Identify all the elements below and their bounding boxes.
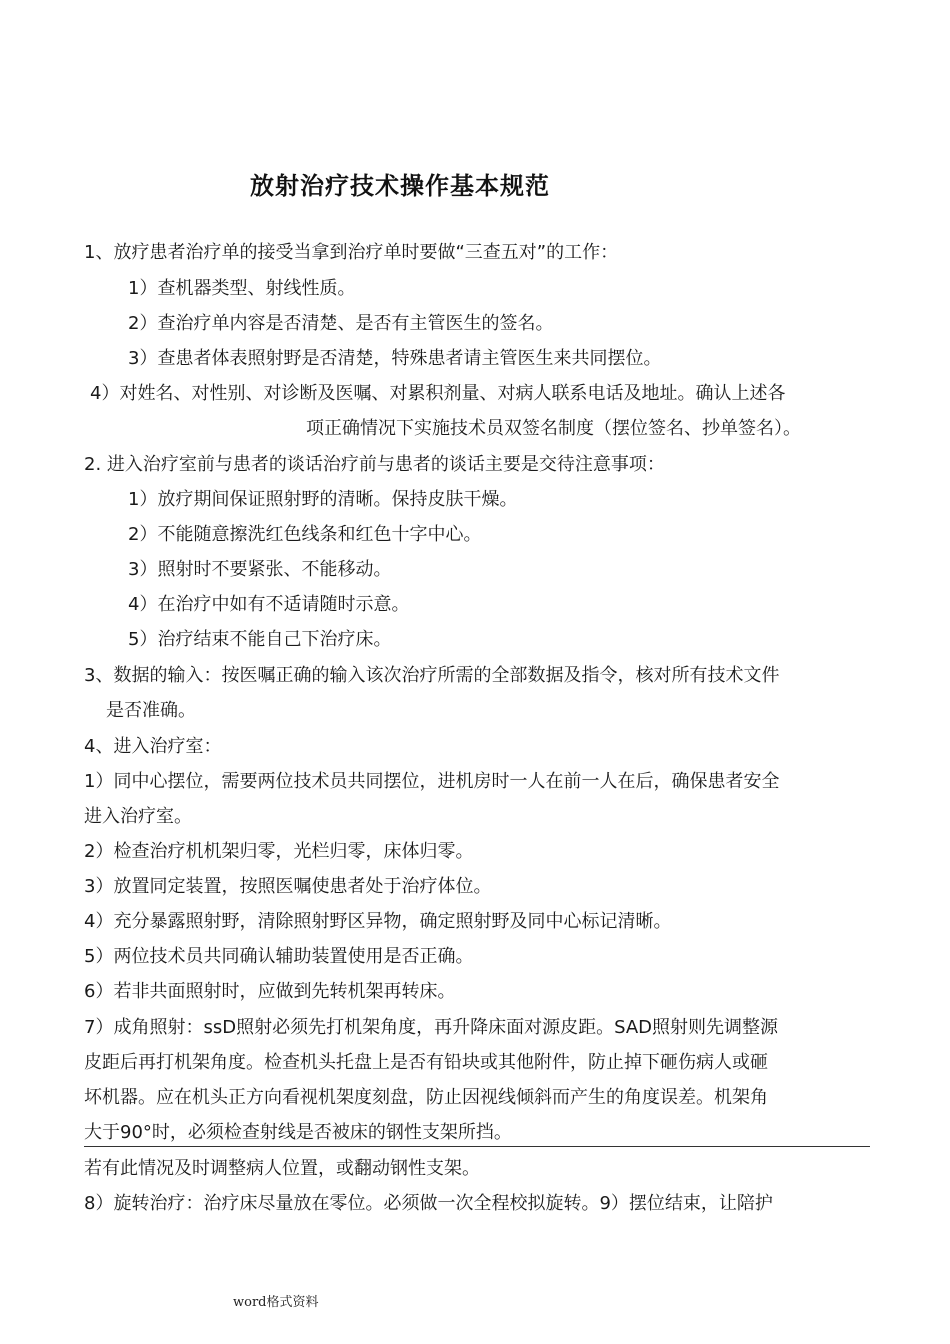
page-footer: word格式资料 [233,1295,319,1310]
list-item: 3）放置同定装置，按照医嘱使患者处于治疗体位。 [84,876,492,897]
list-item: 2）查治疗单内容是否清楚、是否有主管医生的签名。 [128,313,554,334]
list-item: 1）放疗期间保证照射野的清晰。保持皮肤干燥。 [128,489,518,510]
list-item-continuation: 项正确情况下实施技术员双签名制度（摆位签名、抄单签名）。 [306,418,801,439]
list-item: 6）若非共面照射时，应做到先转机架再转床。 [84,981,456,1002]
list-item: 7）成角照射：ssD照射必须先打机架角度，再升降床面对源皮距。SAD照射则先调整源 [84,1017,778,1038]
list-item: 5）两位技术员共同确认辅助装置使用是否正确。 [84,946,474,967]
list-item: 3）查患者体表照射野是否清楚，特殊患者请主管医生来共同摆位。 [128,348,662,369]
list-item: 5）治疗结束不能自己下治疗床。 [128,629,392,650]
list-item-continuation: 进入治疗室。 [84,806,192,827]
section-4-heading: 4、进入治疗室： [84,736,222,757]
list-item: 2）检查治疗机机架归零，光栏归零，床体归零。 [84,841,474,862]
list-item: 4）在治疗中如有不适请随时示意。 [128,594,410,615]
paragraph: 若有此情况及时调整病人位置，或翻动钢性支架。 [84,1158,480,1179]
horizontal-rule [84,1146,870,1147]
list-item: 2）不能随意擦洗红色线条和红色十字中心。 [128,524,482,545]
document-title: 放射治疗技术操作基本规范 [250,172,550,200]
list-item: 4）充分暴露照射野，清除照射野区异物，确定照射野及同中心标记清晰。 [84,911,672,932]
section-2-heading: 2. 进入治疗室前与患者的谈话治疗前与患者的谈话主要是交待注意事项： [84,454,665,475]
list-item: 8）旋转治疗：治疗床尽量放在零位。必须做一次全程校拟旋转。9）摆位结束，让陪护 [84,1193,773,1214]
list-item: 1）查机器类型、射线性质。 [128,278,356,299]
list-item: 1）同中心摆位，需要两位技术员共同摆位，进机房时一人在前一人在后，确保患者安全 [84,771,780,792]
section-1-heading: 1、放疗患者治疗单的接受当拿到治疗单时要做“三查五对”的工作： [84,242,619,263]
section-3-heading: 3、数据的输入：按医嘱正确的输入该次治疗所需的全部数据及指令，核对所有技术文件 [84,665,780,686]
list-item-continuation: 坏机器。应在机头正方向看视机架度刻盘，防止因视线倾斜而产生的角度误差。机架角 [84,1087,768,1108]
paragraph-continuation: 是否准确。 [106,700,196,721]
list-item: 4）对姓名、对性别、对诊断及医嘱、对累积剂量、对病人联系电话及地址。确认上述各 [90,383,786,404]
list-item-continuation: 皮距后再打机架角度。检查机头托盘上是否有铅块或其他附件，防止掉下砸伤病人或砸 [84,1052,768,1073]
list-item-continuation: 大于90°时，必须检查射线是否被床的钢性支架所挡。 [84,1122,512,1143]
list-item: 3）照射时不要紧张、不能移动。 [128,559,392,580]
